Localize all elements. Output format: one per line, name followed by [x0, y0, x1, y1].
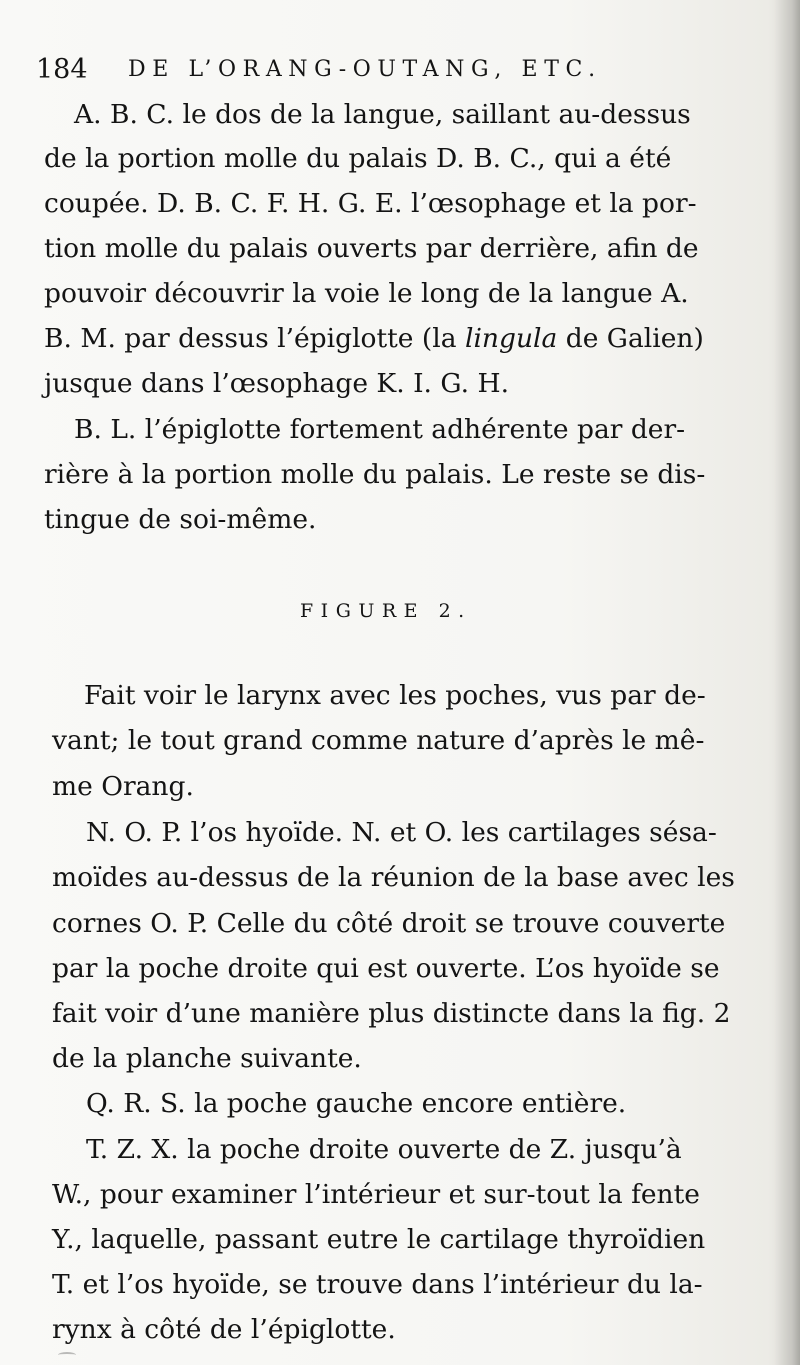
text-line: de la portion molle du palais D. B. C., qui a été: [44, 143, 672, 174]
text-line: Fait voir le larynx avec les poches, vus par de-: [84, 680, 706, 711]
text-line: T. et l’os hyoïde, se trouve dans l’intérieur du la-: [52, 1269, 703, 1300]
italic-term: lingula: [464, 323, 558, 354]
text-line: Y., laquelle, passant eutre le cartilage thyroïdien: [52, 1224, 706, 1255]
figure-heading: FIGURE 2.: [300, 600, 472, 622]
ink-speck: [58, 1352, 76, 1358]
text-line: pouvoir découvrir la voie le long de la langue A.: [44, 278, 689, 309]
running-title: DE L’ORANG-OUTANG, ETC.: [128, 57, 602, 82]
text-line: N. O. P. l’os hyoïde. N. et O. les cartilages sésa-: [86, 817, 717, 848]
text-line: par la poche droite qui est ouverte. L’os hyoïde se: [52, 953, 720, 984]
text-line: de la planche suivante.: [52, 1043, 362, 1074]
text-line: cornes O. P. Celle du côté droit se trouve couverte: [52, 908, 726, 939]
text-line: B. L. l’épiglotte fortement adhérente par der-: [74, 414, 686, 445]
text-line: coupée. D. B. C. F. H. G. E. l’œsophage et la por-: [44, 188, 697, 219]
text-line: tion molle du palais ouverts par derrière, afin de: [44, 233, 699, 264]
text-line: fait voir d’une manière plus distincte dans la fig. 2: [52, 998, 731, 1029]
text-line: moïdes au-dessus de la réunion de la base avec les: [52, 862, 735, 893]
text-line-with-italic: [44, 319, 704, 359]
page-number: 184: [36, 54, 88, 85]
text-segment: de Galien): [565, 323, 704, 354]
text-line: A. B. C. le dos de la langue, saillant au-dessus: [74, 99, 691, 130]
page-header: [36, 50, 736, 90]
text-segment: B. M. par dessus l’épiglotte (la: [44, 323, 457, 354]
text-line: T. Z. X. la poche droite ouverte de Z. jusqu’à: [86, 1134, 682, 1165]
text-line: W., pour examiner l’intérieur et sur-tout la fente: [52, 1179, 700, 1210]
text-line: Q. R. S. la poche gauche encore entière.: [86, 1088, 627, 1119]
text-line: vant; le tout grand comme nature d’après le mê-: [52, 725, 705, 756]
text-line: me Orang.: [52, 771, 194, 802]
gutter-shadow: [774, 0, 800, 1365]
text-line: rynx à côté de l’épiglotte.: [52, 1314, 396, 1345]
text-line: tingue de soi-même.: [44, 504, 317, 535]
text-line: jusque dans l’œsophage K. I. G. H.: [44, 368, 509, 399]
text-line: rière à la portion molle du palais. Le reste se dis-: [44, 459, 706, 490]
